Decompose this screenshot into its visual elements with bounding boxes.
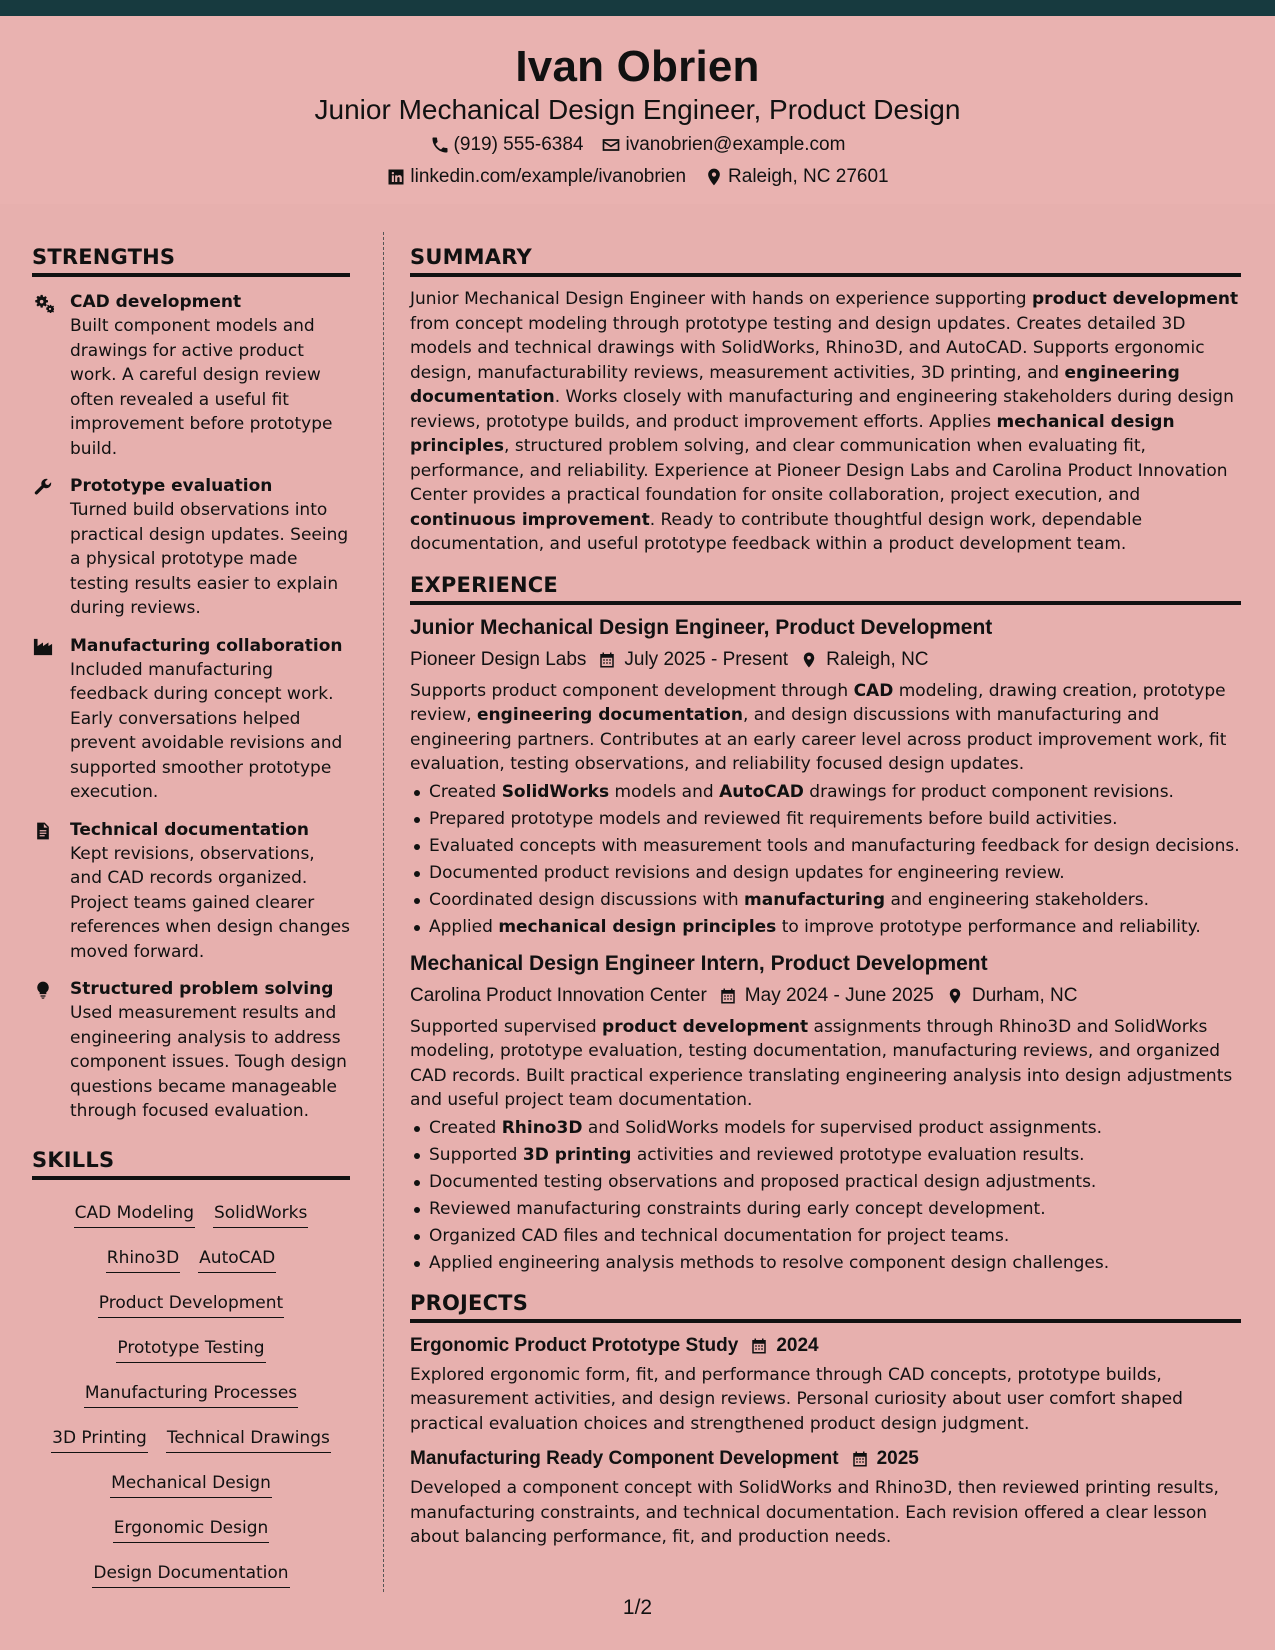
job-company: Carolina Product Innovation Center bbox=[410, 984, 707, 1006]
skill-row bbox=[32, 1192, 350, 1237]
location-text: Raleigh, NC 27601 bbox=[728, 166, 889, 187]
text-run: . Ready to contribute thoughtful design work, dependable documentation, and useful prototype feedback within a product development team. bbox=[410, 509, 1143, 554]
gears-icon bbox=[32, 291, 70, 461]
strengths-list bbox=[32, 291, 350, 1124]
text-run: Coordinated design discussions with bbox=[429, 889, 745, 910]
candidate-title: Junior Mechanical Design Engineer, Product Design bbox=[314, 94, 961, 125]
map-pin-icon bbox=[800, 650, 818, 670]
job-dates: July 2025 - Present bbox=[624, 648, 789, 670]
text-run: , structured problem solving, and clear communication when evaluating fit, performance, and reliability. Experience at Pioneer Design Labs and Carolina Product Innovation Center provides a practical foundation for onsite collaboration, project execution, and bbox=[410, 436, 1228, 505]
strength-item bbox=[32, 291, 350, 461]
skill-tag: Mechanical Design bbox=[110, 1472, 272, 1498]
bullet-item bbox=[410, 833, 1241, 860]
strength-body bbox=[70, 635, 350, 805]
calendar-icon-wrap bbox=[851, 1449, 869, 1469]
top-accent-bar bbox=[0, 0, 1275, 16]
project-title-row bbox=[410, 1446, 1241, 1472]
text-run: Documented testing observations and proposed practical design adjustments. bbox=[429, 1171, 1097, 1192]
bullet-item bbox=[410, 860, 1241, 887]
projects-list bbox=[410, 1333, 1241, 1550]
job-entry bbox=[410, 615, 1241, 941]
text-run: and engineering stakeholders. bbox=[885, 889, 1150, 910]
job-company: Pioneer Design Labs bbox=[410, 648, 587, 670]
strength-title: Prototype evaluation bbox=[70, 476, 273, 496]
job-title: Junior Mechanical Design Engineer, Product Development bbox=[410, 615, 993, 639]
left-column bbox=[32, 245, 350, 1597]
envelope-icon bbox=[601, 135, 621, 155]
candidate-name: Ivan Obrien bbox=[515, 42, 760, 91]
experience-heading: EXPERIENCE bbox=[410, 573, 1241, 605]
email-address: ivanobrien@example.com bbox=[625, 134, 846, 155]
strength-description: Kept revisions, observations, and CAD records organized. Project teams gained clearer references when design changes moved forward. bbox=[70, 843, 350, 962]
text-run: Prepared prototype models and reviewed fit requirements before build activities. bbox=[429, 808, 1118, 829]
skill-row bbox=[32, 1552, 350, 1597]
calendar-icon bbox=[851, 1449, 869, 1469]
calendar-icon-wrap bbox=[598, 650, 616, 670]
calendar-icon bbox=[598, 650, 616, 670]
job-entry bbox=[410, 951, 1241, 1277]
bold-phrase: AutoCAD bbox=[719, 781, 804, 802]
wrench-icon bbox=[32, 475, 70, 621]
skill-row bbox=[32, 1462, 350, 1507]
bullet-item bbox=[410, 806, 1241, 833]
job-location: Raleigh, NC bbox=[826, 648, 929, 670]
map-pin-icon bbox=[946, 986, 964, 1006]
linkedin-url: linkedin.com/example/ivanobrien bbox=[410, 166, 687, 187]
resume-header bbox=[0, 16, 1275, 204]
strength-title: CAD development bbox=[70, 292, 242, 312]
text-run: Created bbox=[429, 1117, 502, 1138]
bold-phrase: SolidWorks bbox=[501, 781, 610, 802]
strength-item bbox=[32, 475, 350, 621]
project-entry bbox=[410, 1446, 1241, 1550]
skill-row bbox=[32, 1507, 350, 1552]
job-description bbox=[410, 679, 1241, 777]
strength-body bbox=[70, 291, 350, 461]
skill-row bbox=[32, 1282, 350, 1327]
strength-item bbox=[32, 819, 350, 965]
skill-tag: Prototype Testing bbox=[116, 1337, 265, 1363]
calendar-icon-wrap bbox=[719, 986, 737, 1006]
strength-item bbox=[32, 978, 350, 1124]
industry-icon bbox=[32, 635, 70, 805]
text-run: activities and reviewed prototype evaluation results. bbox=[631, 1144, 1085, 1165]
job-description bbox=[410, 1015, 1241, 1113]
bold-phrase: manufacturing bbox=[744, 889, 886, 910]
text-run: Reviewed manufacturing constraints during early concept development. bbox=[429, 1198, 1046, 1219]
bold-phrase: CAD bbox=[853, 680, 894, 701]
skill-tag: 3D Printing bbox=[51, 1427, 148, 1453]
text-run: from concept modeling through prototype testing and design updates. Creates detailed 3D models and technical drawings with SolidWorks, Rhino3D, and AutoCAD. Supports ergonomic design, manufacturability reviews, measurement activities, 3D printing, and bbox=[410, 313, 1205, 383]
document-icon bbox=[32, 819, 70, 965]
job-bullets bbox=[410, 779, 1241, 941]
bullet-item bbox=[410, 1115, 1241, 1142]
phone-icon bbox=[430, 135, 450, 155]
location-contact bbox=[704, 166, 889, 188]
bullet-item bbox=[410, 1223, 1241, 1250]
skill-tag: Design Documentation bbox=[92, 1562, 289, 1588]
text-run: Supports product component development through bbox=[410, 680, 854, 701]
job-title: Mechanical Design Engineer Intern, Product Development bbox=[410, 951, 988, 975]
linkedin-contact[interactable] bbox=[386, 166, 686, 188]
skill-tag: CAD Modeling bbox=[74, 1202, 195, 1228]
text-run: Created bbox=[429, 781, 502, 802]
column-divider bbox=[383, 232, 384, 1592]
text-run: modeling, drawing creation, prototype review, bbox=[410, 680, 1226, 725]
text-run: drawings for product component revisions. bbox=[803, 781, 1174, 802]
strength-body bbox=[70, 819, 350, 965]
project-title-row bbox=[410, 1333, 1241, 1359]
strength-description: Turned build observations into practical design updates. Seeing a physical prototype made testing results easier to explain during reviews. bbox=[70, 500, 349, 618]
project-title: Ergonomic Product Prototype Study bbox=[410, 1334, 739, 1356]
project-year: 2025 bbox=[876, 1448, 919, 1469]
text-run: Junior Mechanical Design Engineer with hands on experience supporting bbox=[410, 289, 1033, 309]
bold-phrase: Rhino3D bbox=[501, 1117, 583, 1138]
calendar-icon-wrap bbox=[750, 1336, 768, 1356]
map-pin-icon bbox=[704, 167, 724, 187]
text-run: models and bbox=[609, 781, 720, 802]
bold-phrase: continuous improvement bbox=[410, 509, 650, 530]
skills-heading: SKILLS bbox=[32, 1148, 350, 1180]
strength-title: Manufacturing collaboration bbox=[70, 635, 343, 656]
summary-text bbox=[410, 287, 1241, 557]
strength-item bbox=[32, 635, 350, 805]
strength-title: Technical documentation bbox=[70, 819, 309, 840]
project-entry bbox=[410, 1333, 1241, 1437]
text-run: Applied bbox=[429, 916, 499, 937]
text-run: Documented product revisions and design updates for engineering review. bbox=[429, 862, 1065, 883]
bold-phrase: engineering documentation bbox=[477, 705, 743, 725]
bold-phrase: mechanical design principles bbox=[498, 916, 777, 937]
strength-description: Built component models and drawings for active product work. A careful design review often revealed a useful fit improvement before prototype build. bbox=[70, 316, 333, 459]
bold-phrase: 3D printing bbox=[522, 1144, 632, 1165]
bullet-item bbox=[410, 1250, 1241, 1277]
strength-description: Used measurement results and engineering analysis to address component issues. Tough design questions became manageable through focused evaluation. bbox=[70, 1003, 347, 1121]
strength-body bbox=[70, 475, 350, 621]
text-run: Applied engineering analysis methods to resolve component design challenges. bbox=[429, 1252, 1110, 1273]
strength-title: Structured problem solving bbox=[70, 979, 334, 999]
bullet-item bbox=[410, 779, 1241, 806]
pin-icon-wrap bbox=[946, 986, 964, 1006]
text-run: Organized CAD files and technical documentation for project teams. bbox=[429, 1225, 1010, 1246]
text-run: Supported supervised bbox=[410, 1016, 603, 1037]
bullet-item bbox=[410, 914, 1241, 941]
job-bullets bbox=[410, 1115, 1241, 1277]
text-run: , and design discussions with manufacturing and engineering partners. Contributes at an early career level across product improvement work, fit evaluation, testing observations, and reliability focused design updates. bbox=[410, 705, 1227, 774]
skill-row bbox=[32, 1237, 350, 1282]
bullet-item bbox=[410, 887, 1241, 914]
strength-description: Included manufacturing feedback during concept work. Early conversations helped prevent avoidable revisions and supported smoother prototype execution. bbox=[70, 659, 343, 802]
bullet-item bbox=[410, 1142, 1241, 1169]
experience-list bbox=[410, 615, 1241, 1277]
text-run: and SolidWorks models for supervised product assignments. bbox=[582, 1117, 1103, 1138]
skill-tag: Technical Drawings bbox=[166, 1427, 331, 1453]
text-run: Supported bbox=[429, 1144, 523, 1165]
skill-tag: Rhino3D bbox=[106, 1247, 180, 1273]
project-year: 2024 bbox=[776, 1334, 819, 1356]
bold-phrase: engineering documentation bbox=[410, 362, 1180, 407]
pin-icon-wrap bbox=[800, 650, 818, 670]
job-meta bbox=[410, 647, 1241, 673]
bullet-item bbox=[410, 1196, 1241, 1223]
calendar-icon bbox=[719, 986, 737, 1006]
phone-contact[interactable] bbox=[430, 134, 584, 156]
strength-body bbox=[70, 978, 350, 1124]
skills-list bbox=[32, 1192, 350, 1597]
summary-heading: SUMMARY bbox=[410, 245, 1241, 277]
strengths-heading: STRENGTHS bbox=[32, 245, 350, 277]
skill-tag: Manufacturing Processes bbox=[84, 1382, 298, 1408]
phone-number: (919) 555-6384 bbox=[453, 134, 584, 155]
skill-tag: SolidWorks bbox=[213, 1202, 308, 1228]
calendar-icon bbox=[750, 1336, 768, 1356]
bullet-item bbox=[410, 1169, 1241, 1196]
text-run: . Works closely with manufacturing and engineering stakeholders during design reviews, prototype builds, and product improvement efforts. Applies bbox=[410, 387, 1234, 432]
bold-phrase: product development bbox=[1032, 289, 1239, 309]
text-run: Evaluated concepts with measurement tools and manufacturing feedback for design decisions. bbox=[429, 835, 1240, 856]
linkedin-icon bbox=[386, 167, 406, 187]
lightbulb-icon bbox=[32, 978, 70, 1124]
text-run: to improve prototype performance and reliability. bbox=[776, 916, 1201, 937]
right-column bbox=[410, 245, 1241, 1550]
job-meta bbox=[410, 983, 1241, 1009]
job-location: Durham, NC bbox=[971, 984, 1078, 1006]
page-number: 1/2 bbox=[622, 1596, 653, 1619]
skill-row bbox=[32, 1327, 350, 1372]
email-contact[interactable] bbox=[601, 134, 845, 156]
text-run: assignments through Rhino3D and SolidWorks modeling, prototype evaluation, testing documentation, manufacturing reviews, and organized CAD records. Built practical experience translating engineering analysis into design adjustments and useful project team documentation. bbox=[410, 1016, 1233, 1110]
projects-heading: PROJECTS bbox=[410, 1291, 1241, 1323]
skill-tag: Product Development bbox=[98, 1292, 284, 1318]
bold-phrase: product development bbox=[602, 1016, 809, 1037]
job-dates: May 2024 - June 2025 bbox=[744, 984, 934, 1006]
project-title: Manufacturing Ready Component Development bbox=[410, 1448, 839, 1469]
project-description: Developed a component concept with SolidWorks and Rhino3D, then reviewed printing results, manufacturing constraints, and technical documentation. Each revision offered a clear lesson about balancing performance, fit, and production needs. bbox=[410, 1478, 1219, 1547]
skill-row bbox=[32, 1372, 350, 1417]
skill-tag: AutoCAD bbox=[198, 1247, 276, 1273]
contact-row-primary bbox=[0, 134, 1275, 156]
skill-tag: Ergonomic Design bbox=[113, 1517, 270, 1543]
contact-row-secondary bbox=[0, 166, 1275, 188]
bold-phrase: mechanical design principles bbox=[410, 411, 1175, 456]
project-description: Explored ergonomic form, fit, and performance through CAD concepts, prototype builds, measurement activities, and design reviews. Personal curiosity about user comfort shaped practical evaluation choices and strengthened product design judgment. bbox=[410, 1364, 1183, 1434]
skill-row bbox=[32, 1417, 350, 1462]
